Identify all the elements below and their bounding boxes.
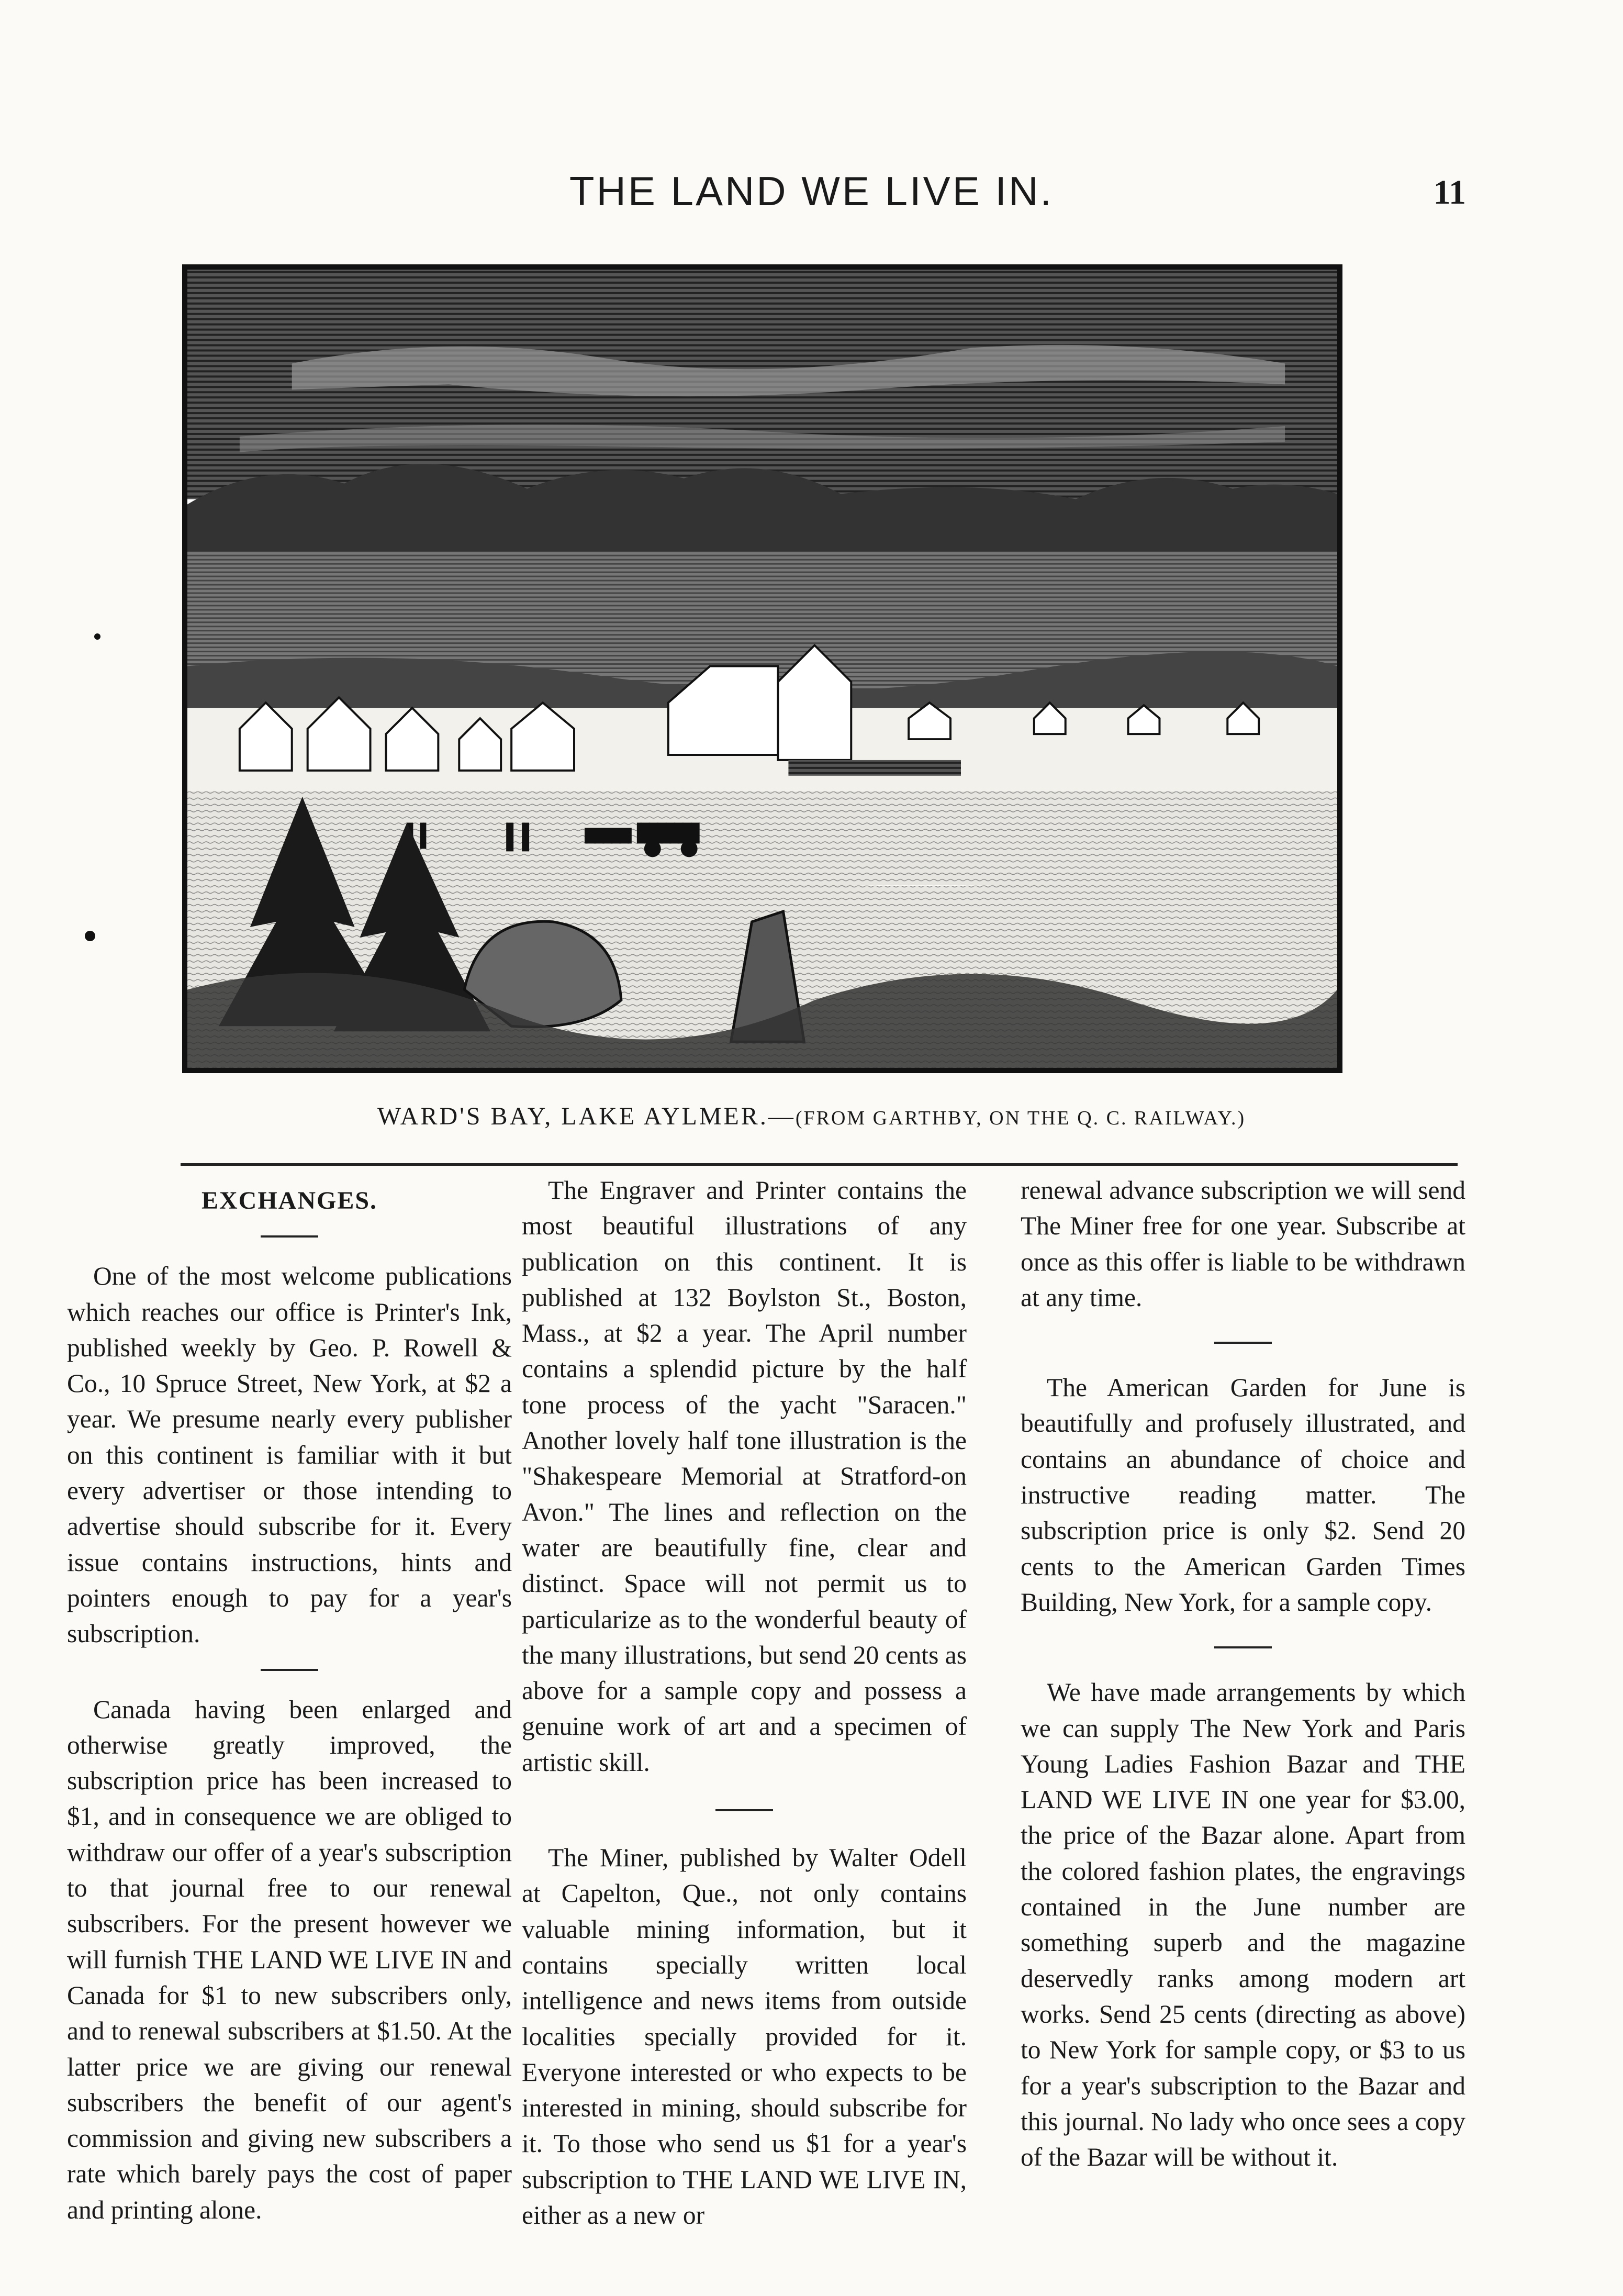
canada-paragraph: Canada having been enlarged and otherwise greatly improved, the subscription price has been increased to $1, and in consequence we are obliged to withdraw our offer of a year's subscription to that journal free to our renewal subscribers. For the present however we will furnish THE LAND WE LIVE IN and Canada for $1 to new subscribers only, and to renewal subscribers at $1.50. At the latter price we are giving our renewal subscribers the benefit of our agent's commission and giving new subscribers a rate which barely pays the cost of paper and printing alone.: [67, 1695, 512, 2224]
caption-source: (FROM GARTHBY, ON THE Q. C. RAILWAY.): [795, 1107, 1246, 1129]
section-heading: EXCHANGES.: [201, 1187, 378, 1214]
fashion-bazar-paragraph: We have made arrangements by which we can supply The New York and Paris Young Ladies Fashion Bazar and THE LAND WE LIVE IN one year for $3.00, the price of the Bazar alone. Apart from the colored fashion plates, the engravings contained in the June number are something superb and the magazine deservedly ranks among modern art works. Send 25 cents (directing as above) to New York for sample copy, or $3 to us for a year's subscription to the Bazar and this journal. No lady who once sees a copy of the Bazar will be without it.: [1021, 1678, 1465, 2172]
short-rule: [261, 1669, 318, 1671]
short-rule: [261, 1235, 318, 1238]
printers-ink-paragraph: One of the most welcome publications which reaches our office is Printer's Ink, published weekly by Geo. P. Rowell & Co., 10 Spruce Street, New York, at $2 a year. We presume nearly every publisher on this continent is familiar with it but every advertiser or those intending to advertise should subscribe for it. Every issue contains instructions, hints and pointers enough to pay for a year's subscription.: [67, 1262, 512, 1648]
short-rule: [1214, 1646, 1272, 1648]
miner-paragraph: The Miner, published by Walter Odell at Capelton, Que., not only contains valuable mining information, but it contains specially written local intelligence and news items from outside localities specially provided for it. Everyone interested or who expects to be interested in mining, should subscribe for it. To those who send us $1 for a year's subscription to THE LAND WE LIVE IN, either as a new or: [522, 1843, 967, 2230]
american-garden-paragraph: The American Garden for June is beautifully and profusely illustrated, and contains an abundance of choice and instructive reading matter. The subscription price is only $2. Send 20 cents to the American Garden Times Building, New York, for a sample copy.: [1021, 1373, 1465, 1617]
short-rule: [715, 1809, 773, 1811]
column-3: [1021, 1173, 1465, 2175]
wards-bay-engraving: [182, 264, 1342, 1073]
column-1: [67, 1173, 512, 2228]
page-number: 11: [1433, 173, 1466, 211]
print-speck: [94, 633, 100, 640]
figure-caption: [0, 1102, 1623, 1131]
road: [187, 792, 1337, 885]
caption-main: WARD'S BAY, LAKE AYLMER.—: [377, 1102, 796, 1130]
section-divider: [181, 1163, 1458, 1166]
column-2: [522, 1173, 967, 2233]
page-title: THE LAND WE LIVE IN.: [569, 168, 1054, 214]
fence: [788, 760, 961, 776]
miner-offer-paragraph: renewal advance subscription we will send The Miner free for one year. Subscribe at once as this offer is liable to be withdrawn at any time.: [1021, 1176, 1465, 1312]
engraver-printer-paragraph: The Engraver and Printer contains the most beautiful illustrations of any publication on this continent. It is published at 132 Boylston St., Boston, Mass., at $2 a year. The April number contains a splendid picture by the half tone process of the yacht "Saracen." Another lovely half tone illustration is the "Shakespeare Memorial at Stratford-on Avon." The lines and reflection on the water are beautifully fine, clear and distinct. Space will not permit us to particularize as to the wonderful beauty of the many illustrations, but send 20 cents as above for a sample copy and possess a genuine work of art and a specimen of artistic skill.: [522, 1176, 967, 1777]
short-rule: [1214, 1342, 1272, 1344]
distant-hills: [187, 464, 1337, 562]
landscape-illustration: [187, 270, 1337, 1068]
print-speck: [85, 931, 95, 941]
